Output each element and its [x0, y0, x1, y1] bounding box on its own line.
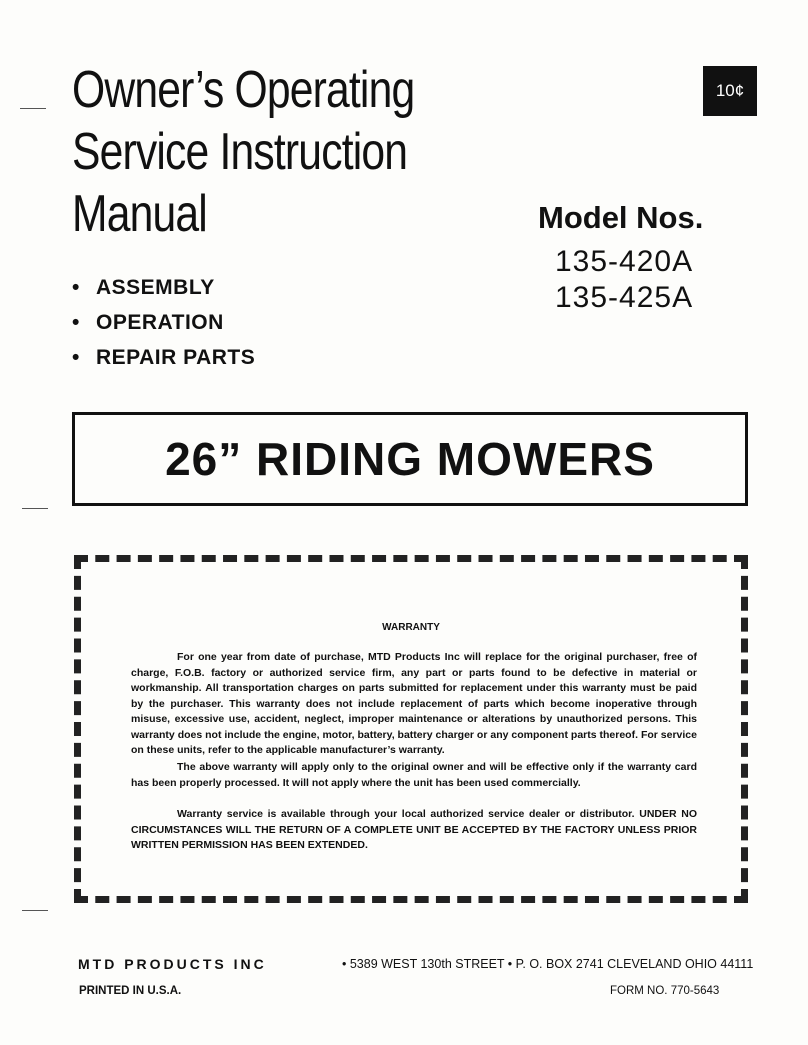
bullet-dot: • [72, 346, 80, 369]
margin-mark [20, 108, 46, 109]
warranty-title: WARRANTY [382, 622, 440, 633]
warranty-paragraph: For one year from date of purchase, MTD Products Inc will replace for the original purchaser, free of charge, F.O.B. factory or authorized service firm, any part or parts found to be defective in material or workmanship. All transportation charges on parts submitted for replacement under this warranty must be paid by the purchaser. This warranty does not include replacement of parts which become inoperative through misuse, excessive use, accident, neglect, improper maintenance or alterations by unauthorized persons. This warranty does not include the engine, motor, battery, battery charger or any component parts thereof. For service on these units, refer to the applicable manufacturer’s warranty. [131, 651, 697, 756]
bullet-label: REPAIR PARTS [96, 346, 256, 369]
headline: 26” RIDING MOWERS [165, 433, 655, 485]
footer-company: MTD PRODUCTS INC [78, 956, 267, 972]
title-line-3: Manual [72, 185, 207, 243]
bullet-item [72, 346, 255, 370]
title-line-2: Service Instruction [72, 123, 408, 181]
model-number-1: 135-420A [555, 245, 694, 278]
warranty-paragraph: The above warranty will apply only to the original owner and will be effective only if the warranty card has been properly processed. It will not apply where the unit has been used commercially. [131, 761, 697, 789]
title-line-1: Owner’s Operating [72, 61, 415, 119]
model-number-2: 135-425A [555, 281, 694, 314]
footer-address: • 5389 WEST 130th STREET • P. O. BOX 2741 CLEVELAND OHIO 44111 [342, 957, 754, 971]
model-label: Model Nos. [538, 200, 704, 235]
bullet-dot: • [72, 276, 80, 299]
bullet-item [72, 276, 215, 300]
margin-mark [22, 508, 48, 509]
margin-mark [22, 910, 48, 911]
bullet-dot: • [72, 311, 80, 334]
bullet-label: OPERATION [96, 311, 224, 334]
form-number: FORM NO. 770-5643 [610, 985, 720, 997]
warranty-box [74, 555, 748, 903]
bullet-item [72, 311, 224, 335]
bullet-label: ASSEMBLY [96, 276, 215, 299]
headline-box [72, 412, 748, 506]
printed-in: PRINTED IN U.S.A. [79, 985, 182, 997]
price-badge: 10¢ [703, 66, 757, 116]
warranty-paragraph: Warranty service is available through your local authorized service dealer or distributor. UNDER NO CIRCUMSTANCES WILL THE RETURN OF A COMPLETE UNIT BE ACCEPTED BY THE FACTORY UNLESS PRIOR WRITTEN PERMISSION HAS BEEN EXTENDED. [131, 808, 697, 851]
